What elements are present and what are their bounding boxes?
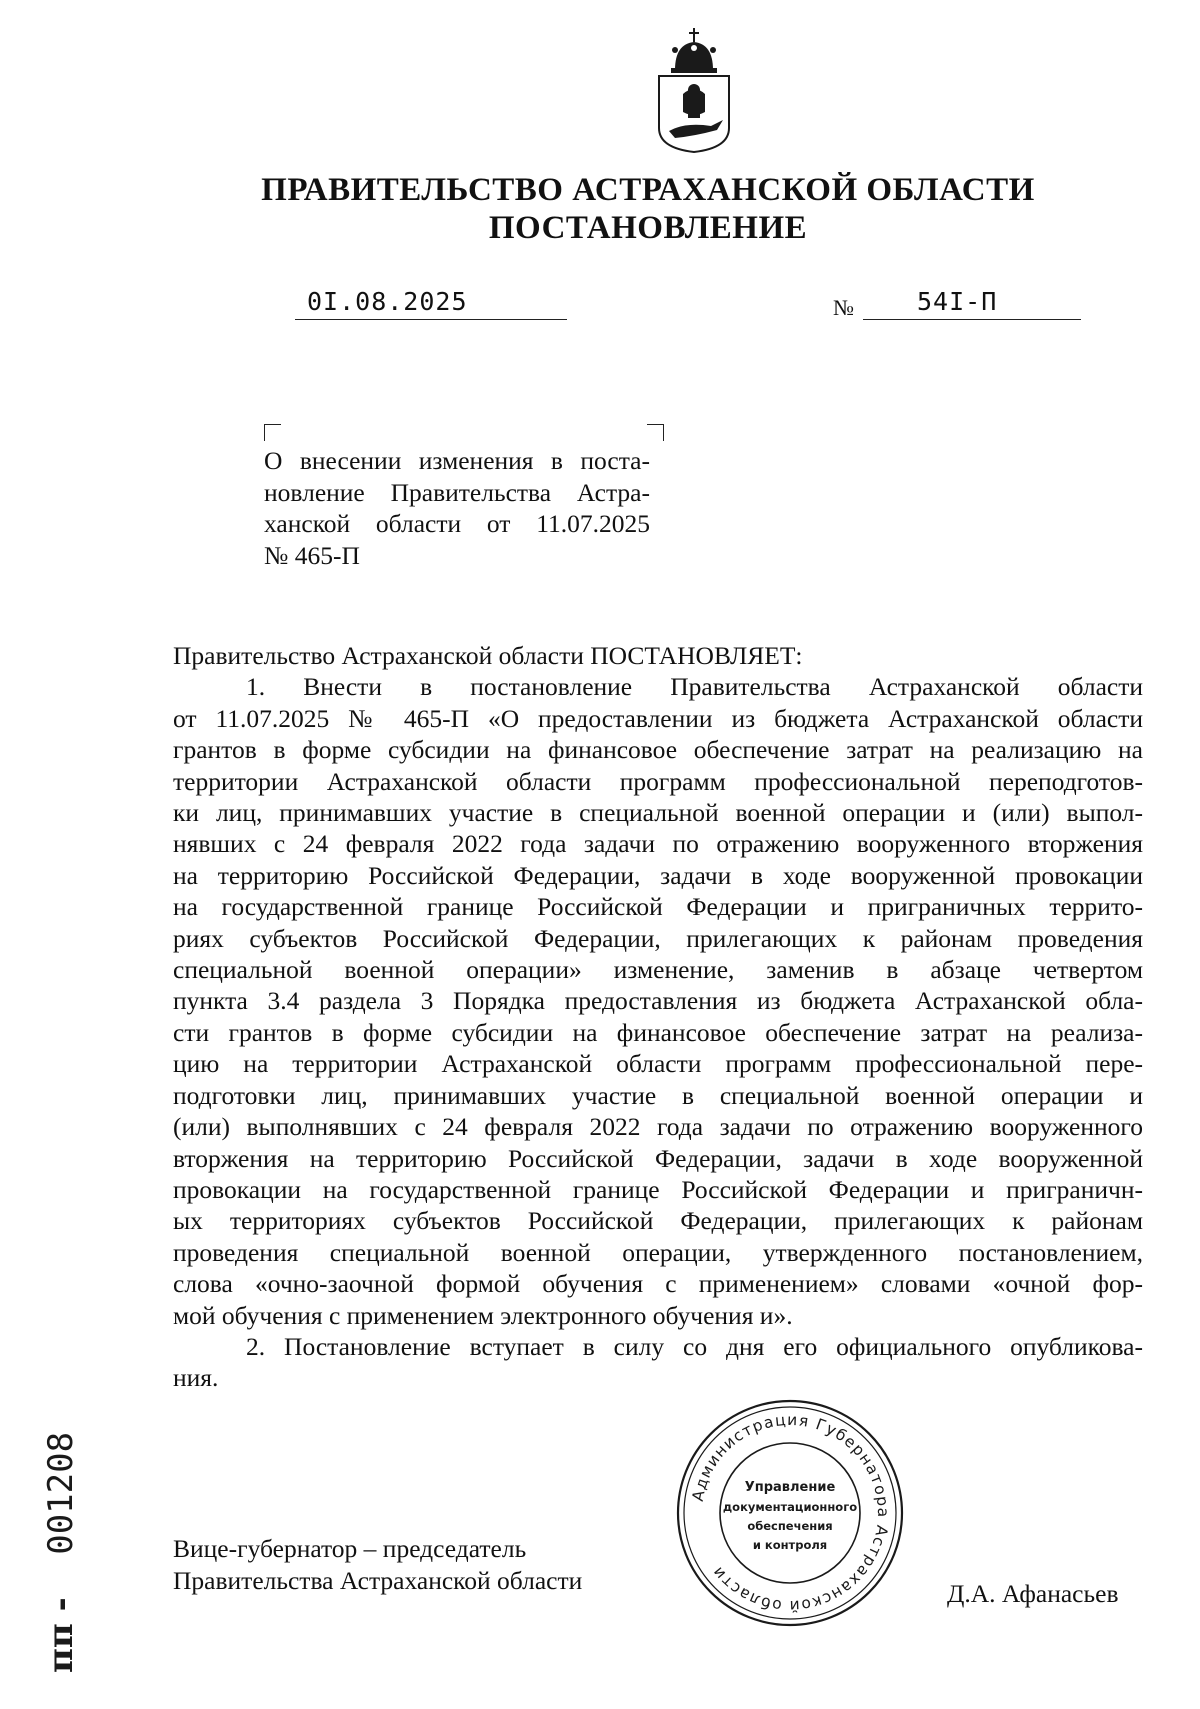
body-line: подготовки лиц, принимавших участие в специальной военной операции и [173,1080,1143,1110]
decree-body [173,640,1143,1394]
subject-line: ханской области от 11.07.2025 [264,509,650,538]
subject-corner-right [647,424,664,441]
signatory-name: Д.А. Афанасьев [947,1579,1119,1608]
seal-center-line: Управление [744,1480,836,1495]
body-line: специальной военной операции» изменение, заменив в абзаце четвертом [173,955,1143,985]
body-line: сти грантов в форме субсидии на финансовое обеспечение затрат на реализа- [173,1017,1143,1047]
side-prefix: пп - [41,1597,81,1673]
body-line: слова «очно-заочной формой обучения с применением» словами «очной фор- [173,1269,1143,1299]
body-line: территории Астраханской области программ профессиональной переподготов- [173,766,1143,796]
body-line: нявших с 24 февраля 2022 года задачи по отражению вооруженного вторжения [173,829,1143,859]
number-sign: № [833,295,854,320]
date-field [295,287,567,320]
subject-line: новление Правительства Астра- [264,477,650,507]
seal-center-line: документационного [722,1500,858,1514]
svg-text:пп - 001208 [41,1432,81,1673]
body-line: 2. Постановление вступает в силу со дня его официального опубликова- [246,1331,1143,1361]
body-line: риях субъектов Российской Федерации, прилегающих к районам проведения [173,923,1143,953]
body-line: пункта 3.4 раздела 3 Порядка предоставления из бюджета Астраханской обла- [173,986,1143,1016]
official-seal-stamp [675,1398,905,1628]
number-field [863,287,1081,320]
body-line: грантов в форме субсидии на финансовое обеспечение затрат на реализацию на [173,735,1143,765]
body-line: провокации на государственной границе Российской Федерации и приграничн- [173,1174,1143,1204]
subject-block [264,445,650,571]
side-serial: 001208 [41,1431,81,1555]
subject-line: № 465-П [264,540,360,570]
body-line: ки лиц, принимавших участие в специальной военной операции и (или) выпол- [173,798,1143,828]
body-line: вторжения на территорию Российской Федерации, задачи в ходе вооруженной [173,1143,1143,1173]
body-line: на территорию Российской Федерации, задачи в ходе вооруженной провокации [173,860,1143,890]
body-line: 1. Внести в постановление Правительства Астраханской области [246,672,1143,702]
body-line: от 11.07.2025 № 465-П «О предоставлении из бюджета Астраханской области [173,703,1143,733]
position-line: Правительства Астраханской области [173,1565,583,1595]
preamble: Правительство Астраханской области ПОСТАНОВЛЯЕТ: [173,641,803,670]
seal-ring-text: Администрация Губернатора Астраханской области [688,1410,893,1616]
subject-line: О внесении изменения в поста- [264,446,650,475]
body-line: на государственной границе Российской Федерации и приграничных террито- [173,892,1143,922]
signatory-position [173,1533,582,1596]
seal-center-line: обеспечения [747,1519,833,1533]
seal-center-line: и контроля [752,1538,828,1552]
body-line: ния. [173,1363,219,1393]
doc-type: ПОСТАНОВЛЕНИЕ [488,210,808,246]
doc-date: 0I.08.2025 [307,287,468,316]
body-line: проведения специальной военной операции, утвержденного постановлением, [173,1237,1143,1267]
coat-of-arms-icon [655,28,733,154]
body-line: цию на территории Астраханской области программ профессиональной пере- [173,1049,1143,1079]
position-line: Вице-губернатор – председатель [173,1534,527,1563]
body-line: ых территориях субъектов Российской Федерации, прилегающих к районам [173,1206,1143,1236]
side-serial-mark [28,1363,88,1673]
doc-number: 54I-П [917,287,998,316]
body-line: (или) выполнявших с 24 февраля 2022 года задачи по отражению вооруженного [173,1112,1143,1142]
org-name: ПРАВИТЕЛЬСТВО АСТРАХАНСКОЙ ОБЛАСТИ [261,172,1035,208]
subject-corner-left [264,424,281,441]
body-line: мой обучения с применением электронного обучения и». [173,1300,793,1330]
